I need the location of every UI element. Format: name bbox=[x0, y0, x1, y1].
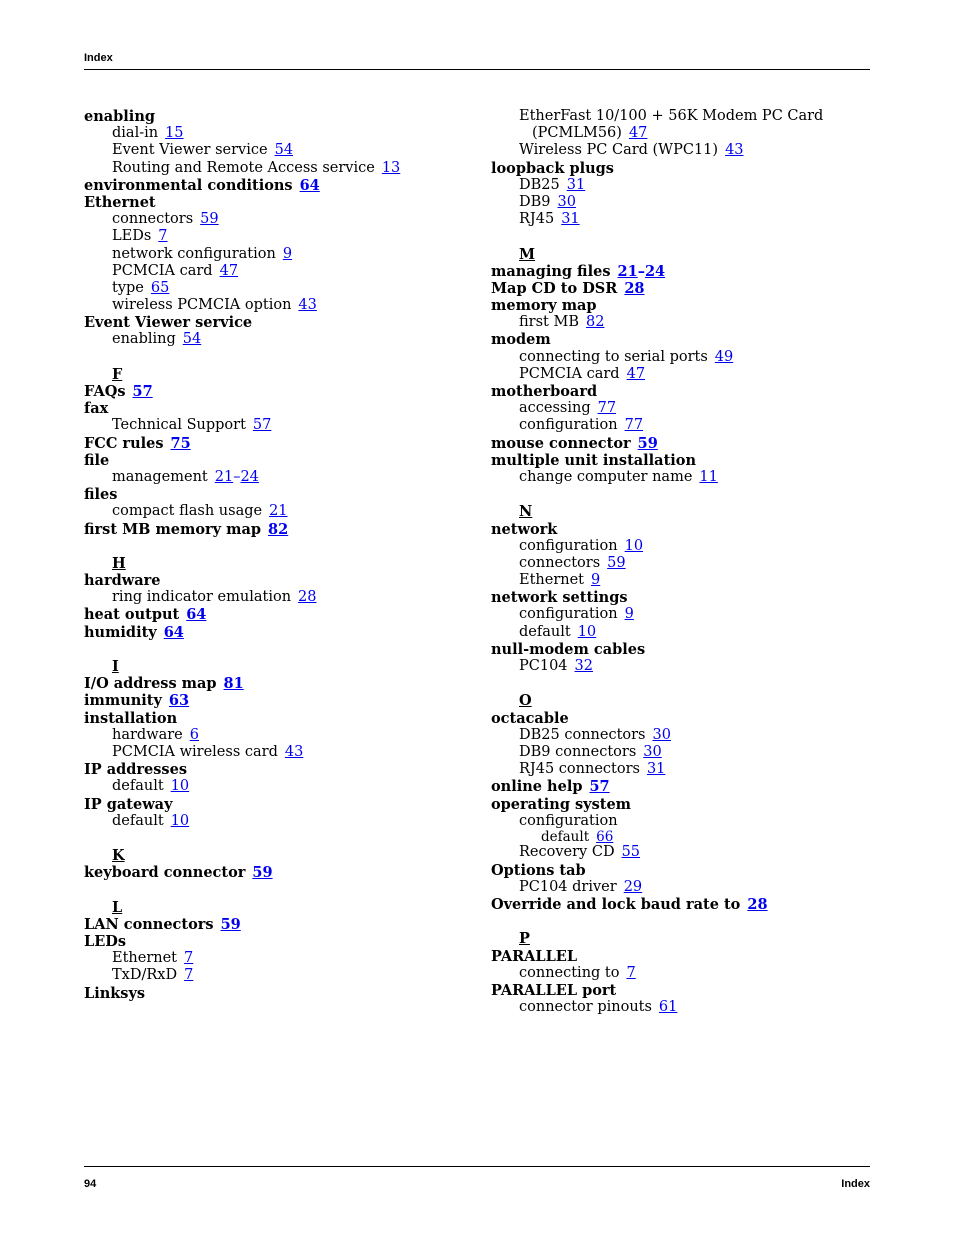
entry-text: enabling bbox=[112, 331, 176, 348]
index-main-entry bbox=[84, 606, 484, 623]
page-link[interactable]: 59 bbox=[200, 211, 219, 228]
page-number: 94 bbox=[84, 1178, 97, 1190]
index-sub-entry bbox=[491, 538, 891, 555]
index-sub-entry bbox=[491, 830, 891, 845]
entry-text: Ethernet bbox=[519, 572, 585, 589]
entry-text: managing files bbox=[491, 262, 611, 280]
page-link[interactable]: 15 bbox=[165, 125, 184, 142]
entry-text: network settings bbox=[491, 589, 628, 607]
section-gap bbox=[84, 349, 484, 366]
index-main-entry bbox=[84, 521, 484, 538]
index-sub-entry bbox=[491, 999, 891, 1016]
entry-text: DB9 bbox=[519, 193, 551, 210]
index-main-entry bbox=[491, 383, 891, 400]
page-link[interactable]: 63 bbox=[168, 692, 190, 710]
index-sub-entry bbox=[491, 744, 891, 761]
index-section-letter: N bbox=[519, 503, 533, 521]
index-sub-entry bbox=[491, 879, 891, 896]
section-gap bbox=[84, 538, 484, 555]
entry-text: Technical Support bbox=[112, 417, 246, 434]
page-link[interactable]: 54 bbox=[274, 142, 294, 159]
entry-text: Routing and Remote Access service bbox=[112, 159, 375, 176]
index-main-entry bbox=[84, 985, 484, 1002]
entry-text: fax bbox=[84, 400, 109, 418]
index-sub-entry bbox=[491, 400, 891, 417]
index-sub-entry bbox=[84, 744, 484, 761]
entry-text: hardware bbox=[112, 726, 183, 743]
index-main-entry bbox=[491, 331, 891, 348]
page-link[interactable]: 57 bbox=[132, 383, 153, 400]
page-link[interactable]: 31 bbox=[566, 176, 586, 193]
entry-text: connectors bbox=[519, 554, 601, 571]
page-link[interactable]: 10 bbox=[624, 537, 644, 554]
entry-text: first MB bbox=[519, 314, 579, 331]
page-link[interactable]: 55 bbox=[621, 844, 641, 861]
entry-text: files bbox=[84, 486, 118, 504]
section-gap bbox=[84, 881, 484, 898]
index-sub-entry bbox=[491, 658, 891, 675]
entry-text: operating system bbox=[491, 795, 632, 813]
entry-text: PCMCIA card bbox=[112, 262, 213, 279]
index-sub-entry bbox=[84, 211, 484, 228]
index-main-entry bbox=[491, 948, 891, 965]
index-main-entry bbox=[84, 572, 484, 589]
index-main-entry bbox=[491, 896, 891, 913]
index-main-entry bbox=[491, 778, 891, 795]
entry-text: change computer name bbox=[519, 468, 693, 485]
entry-text: PARALLEL port bbox=[491, 981, 617, 999]
entry-text: network configuration bbox=[112, 245, 276, 262]
entry-text: hardware bbox=[84, 572, 161, 590]
entry-text: keyboard connector bbox=[84, 864, 246, 882]
entry-text: compact flash usage bbox=[112, 503, 263, 520]
page-link[interactable]: 21 bbox=[269, 503, 288, 520]
entry-text: dial-in bbox=[112, 125, 159, 142]
index-sub-entry bbox=[491, 572, 891, 589]
page-link[interactable]: 31 bbox=[646, 761, 666, 778]
index-main-entry bbox=[491, 263, 891, 280]
page-link[interactable]: 54 bbox=[182, 331, 202, 348]
index-main-entry bbox=[84, 486, 484, 503]
index-column-left bbox=[84, 108, 484, 1002]
index-sub-entry bbox=[84, 263, 484, 280]
entry-text: connector pinouts bbox=[519, 999, 652, 1016]
page-link[interactable]: 75 bbox=[170, 434, 191, 452]
entry-text: PC104 driver bbox=[519, 878, 617, 895]
entry-text: heat output bbox=[84, 606, 180, 624]
page-link[interactable]: 59 bbox=[607, 554, 626, 571]
page-link[interactable]: 77 bbox=[624, 417, 644, 434]
entry-text: network bbox=[491, 520, 558, 538]
section-gap bbox=[84, 641, 484, 658]
index-sub-entry bbox=[84, 417, 484, 434]
index-main-entry bbox=[491, 521, 891, 538]
index-main-entry bbox=[84, 383, 484, 400]
entry-text: PC104 bbox=[519, 658, 568, 674]
entry-text: LEDs bbox=[84, 933, 126, 950]
page-link[interactable]: 10 bbox=[170, 778, 190, 795]
range-dash: – bbox=[233, 468, 241, 485]
page-link[interactable]: 10 bbox=[577, 623, 597, 640]
entry-text: Linksys bbox=[84, 984, 146, 1002]
index-sub-entry bbox=[491, 177, 891, 194]
page-link[interactable]: 31 bbox=[561, 211, 580, 228]
entry-text: Event Viewer service bbox=[84, 314, 253, 332]
index-main-entry bbox=[84, 864, 484, 881]
page-link[interactable]: 9 bbox=[282, 245, 293, 262]
page-link[interactable]: 11 bbox=[699, 468, 718, 485]
entry-text: default bbox=[519, 623, 571, 640]
index-sub-entry bbox=[84, 228, 484, 245]
page-link[interactable]: 82 bbox=[268, 520, 289, 538]
index-main-entry bbox=[84, 933, 484, 950]
index-sub-entry bbox=[84, 469, 484, 486]
index-main-entry bbox=[491, 280, 891, 297]
entry-text: configuration bbox=[519, 537, 618, 554]
index-main-entry bbox=[491, 641, 891, 658]
entry-text: file bbox=[84, 451, 110, 469]
index-column-right bbox=[491, 108, 891, 1016]
entry-text: environmental conditions bbox=[84, 176, 293, 194]
index-sub-entry bbox=[491, 142, 891, 159]
entry-text: mouse connector bbox=[491, 434, 631, 452]
page-link[interactable]: 24 bbox=[240, 468, 259, 485]
page-link[interactable]: 49 bbox=[714, 348, 734, 365]
index-sub-entry bbox=[491, 417, 891, 434]
page-link[interactable]: 30 bbox=[652, 726, 671, 743]
index-main-entry bbox=[491, 160, 891, 177]
index-main-entry bbox=[491, 982, 891, 999]
page-link[interactable]: 28 bbox=[747, 895, 768, 913]
page-link[interactable]: 24 bbox=[644, 262, 666, 280]
index-main-entry bbox=[491, 297, 891, 314]
index-main-entry bbox=[491, 589, 891, 606]
section-gap bbox=[84, 830, 484, 847]
index-section-letter: I bbox=[112, 658, 119, 675]
index-sub-entry bbox=[84, 280, 484, 297]
entry-text: configuration bbox=[519, 417, 618, 434]
entry-text: PARALLEL bbox=[491, 947, 578, 965]
page-link[interactable]: 43 bbox=[725, 142, 744, 159]
entry-text: connecting to bbox=[519, 964, 620, 981]
entry-text: default bbox=[112, 812, 164, 829]
page-link[interactable]: 21 bbox=[617, 262, 638, 280]
index-sub-entry bbox=[84, 160, 484, 177]
entry-text: connectors bbox=[112, 211, 194, 228]
page-link[interactable]: 59 bbox=[252, 864, 273, 882]
entry-text: loopback plugs bbox=[491, 159, 614, 177]
index-sub-entry bbox=[491, 366, 891, 383]
section-gap bbox=[491, 228, 891, 245]
header-rule bbox=[84, 69, 870, 70]
page-link[interactable]: 7 bbox=[184, 967, 194, 984]
page-link[interactable]: 66 bbox=[596, 828, 614, 845]
entry-text: humidity bbox=[84, 623, 157, 641]
index-sub-entry bbox=[491, 194, 891, 211]
entry-text: DB9 connectors bbox=[519, 743, 637, 760]
page-link[interactable]: 47 bbox=[626, 365, 646, 382]
index-main-entry bbox=[491, 862, 891, 879]
index-sub-entry bbox=[491, 125, 891, 142]
index-main-entry bbox=[84, 452, 484, 469]
page-link[interactable]: 65 bbox=[150, 279, 170, 296]
index-sub-entry bbox=[491, 844, 891, 861]
page-link[interactable]: 28 bbox=[624, 279, 645, 297]
entry-text: default bbox=[112, 778, 164, 795]
entry-text: Options tab bbox=[491, 861, 586, 879]
index-main-entry bbox=[84, 761, 484, 778]
index-main-entry bbox=[84, 710, 484, 727]
page-link[interactable]: 64 bbox=[299, 176, 320, 194]
page-link[interactable]: 59 bbox=[220, 915, 241, 933]
page-link[interactable]: 81 bbox=[223, 675, 244, 693]
page-link[interactable]: 43 bbox=[298, 297, 317, 314]
page-link[interactable]: 28 bbox=[298, 589, 317, 606]
page-link[interactable]: 47 bbox=[628, 125, 648, 142]
entry-text: Override and lock baud rate to bbox=[491, 895, 741, 913]
index-sub-entry bbox=[84, 727, 484, 744]
index-main-entry bbox=[84, 435, 484, 452]
index-sub-entry bbox=[84, 967, 484, 984]
page-link[interactable]: 64 bbox=[186, 606, 207, 624]
page-link[interactable]: 82 bbox=[585, 314, 605, 331]
page-link[interactable]: 77 bbox=[597, 400, 617, 417]
entry-text: accessing bbox=[519, 400, 591, 417]
index-sub-entry bbox=[491, 624, 891, 641]
entry-text: IP gateway bbox=[84, 795, 173, 813]
range-dash: – bbox=[637, 262, 645, 280]
entry-text: PCMCIA wireless card bbox=[112, 743, 278, 760]
index-main-entry bbox=[84, 692, 484, 709]
entry-text: LEDs bbox=[112, 228, 152, 245]
page-link[interactable]: 7 bbox=[158, 228, 168, 245]
entry-text: Ethernet bbox=[84, 193, 156, 211]
index-sub-entry bbox=[84, 813, 484, 830]
entry-text: DB25 bbox=[519, 176, 560, 193]
entry-text: online help bbox=[491, 778, 583, 796]
section-gap bbox=[491, 913, 891, 930]
entry-text: wireless PCMCIA option bbox=[112, 297, 292, 314]
entry-text: immunity bbox=[84, 692, 162, 710]
entry-text: (PCMLM56) bbox=[532, 125, 622, 142]
page-link[interactable]: 30 bbox=[643, 743, 662, 760]
page-link[interactable]: 29 bbox=[623, 878, 643, 895]
index-sub-entry bbox=[84, 246, 484, 263]
entry-text: enabling bbox=[84, 108, 155, 125]
index-sub-entry bbox=[84, 125, 484, 142]
entry-text: installation bbox=[84, 709, 178, 727]
page-link[interactable]: 6 bbox=[189, 726, 199, 743]
index-section-letter: P bbox=[519, 930, 530, 948]
entry-text: Wireless PC Card (WPC11) bbox=[519, 142, 719, 159]
page-link[interactable]: 57 bbox=[589, 778, 610, 796]
index-section-letter: F bbox=[112, 365, 123, 383]
index-main-entry bbox=[84, 916, 484, 933]
page-link[interactable]: 30 bbox=[557, 193, 576, 210]
entry-text: default bbox=[541, 828, 590, 845]
entry-text: memory map bbox=[491, 297, 597, 315]
entry-text: Event Viewer service bbox=[112, 142, 268, 159]
page-link[interactable]: 61 bbox=[658, 999, 678, 1016]
entry-text: type bbox=[112, 279, 144, 296]
page-link[interactable]: 57 bbox=[252, 417, 272, 434]
index-main-entry bbox=[84, 796, 484, 813]
entry-text: IP addresses bbox=[84, 761, 187, 779]
entry-text: DB25 connectors bbox=[519, 726, 646, 743]
index-sub-entry bbox=[491, 727, 891, 744]
page-link[interactable]: 13 bbox=[381, 159, 401, 176]
index-sub-entry bbox=[491, 965, 891, 982]
index-sub-entry bbox=[84, 950, 484, 967]
index-sub-entry bbox=[491, 349, 891, 366]
index-sub-entry bbox=[491, 314, 891, 331]
page-link[interactable]: 43 bbox=[284, 743, 304, 760]
entry-text: motherboard bbox=[491, 383, 598, 400]
entry-text: first MB memory map bbox=[84, 520, 262, 538]
page-link[interactable]: 64 bbox=[163, 623, 184, 641]
entry-text: FAQs bbox=[84, 383, 126, 400]
index-sub-entry bbox=[84, 503, 484, 520]
section-gap bbox=[491, 486, 891, 503]
entry-text: FCC rules bbox=[84, 434, 164, 452]
index-sub-entry bbox=[84, 778, 484, 795]
page-link[interactable]: 7 bbox=[184, 950, 194, 967]
index-main-entry bbox=[84, 314, 484, 331]
index-main-entry bbox=[84, 194, 484, 211]
section-gap bbox=[491, 675, 891, 692]
index-section-letter: K bbox=[112, 847, 125, 865]
entry-text: PCMCIA card bbox=[519, 365, 620, 382]
index-sub-entry bbox=[491, 555, 891, 572]
entry-text: RJ45 connectors bbox=[519, 761, 640, 778]
index-main-entry bbox=[491, 452, 891, 469]
page-link[interactable]: 59 bbox=[637, 434, 658, 452]
index-sub-entry bbox=[491, 469, 891, 486]
entry-text: configuration bbox=[519, 812, 618, 829]
index-sub-entry bbox=[84, 142, 484, 159]
index-sub-entry bbox=[491, 108, 891, 125]
page-link[interactable]: 32 bbox=[574, 658, 593, 674]
index-main-entry bbox=[84, 624, 484, 641]
footer-rule bbox=[84, 1166, 870, 1167]
index-main-entry bbox=[84, 675, 484, 692]
index-sub-entry bbox=[84, 589, 484, 606]
index-sub-entry bbox=[491, 813, 891, 830]
index-main-entry bbox=[491, 435, 891, 452]
page-link[interactable]: 7 bbox=[626, 964, 636, 981]
entry-text: multiple unit installation bbox=[491, 451, 696, 469]
entry-text: ring indicator emulation bbox=[112, 589, 292, 606]
index-sub-entry bbox=[491, 761, 891, 778]
index-main-entry bbox=[84, 177, 484, 194]
index-main-entry bbox=[491, 796, 891, 813]
index-main-entry bbox=[84, 400, 484, 417]
entry-text: TxD/RxD bbox=[112, 967, 178, 984]
entry-text: Ethernet bbox=[112, 950, 178, 967]
entry-text: RJ45 bbox=[519, 211, 555, 228]
running-header-label: Index bbox=[84, 52, 113, 64]
index-section-letter: H bbox=[112, 554, 126, 572]
page-link[interactable]: 10 bbox=[170, 812, 190, 829]
entry-text: I/O address map bbox=[84, 675, 217, 693]
page-link[interactable]: 47 bbox=[219, 262, 239, 279]
entry-text: octacable bbox=[491, 709, 569, 727]
index-sub-entry bbox=[491, 606, 891, 623]
page-link[interactable]: 9 bbox=[624, 606, 634, 623]
index-section-letter: O bbox=[519, 692, 532, 710]
index-section-letter: M bbox=[519, 245, 536, 263]
index-main-entry bbox=[84, 108, 484, 125]
entry-text: Recovery CD bbox=[519, 844, 615, 861]
page-link[interactable]: 9 bbox=[591, 572, 601, 589]
page-link[interactable]: 21 bbox=[214, 468, 234, 485]
index-section-letter: L bbox=[112, 898, 123, 916]
index-sub-entry bbox=[84, 297, 484, 314]
index-main-entry bbox=[491, 710, 891, 727]
running-footer-label: Index bbox=[841, 1178, 870, 1190]
index-sub-entry bbox=[491, 211, 891, 228]
entry-text: management bbox=[112, 468, 208, 485]
entry-text: LAN connectors bbox=[84, 915, 214, 933]
index-sub-entry bbox=[84, 331, 484, 348]
entry-text: null-modem cables bbox=[491, 640, 646, 658]
entry-text: configuration bbox=[519, 606, 618, 623]
entry-text: Map CD to DSR bbox=[491, 279, 618, 297]
entry-text: EtherFast 10/100 + 56K Modem PC Card bbox=[519, 108, 824, 124]
entry-text: connecting to serial ports bbox=[519, 348, 708, 365]
entry-text: modem bbox=[491, 331, 551, 349]
